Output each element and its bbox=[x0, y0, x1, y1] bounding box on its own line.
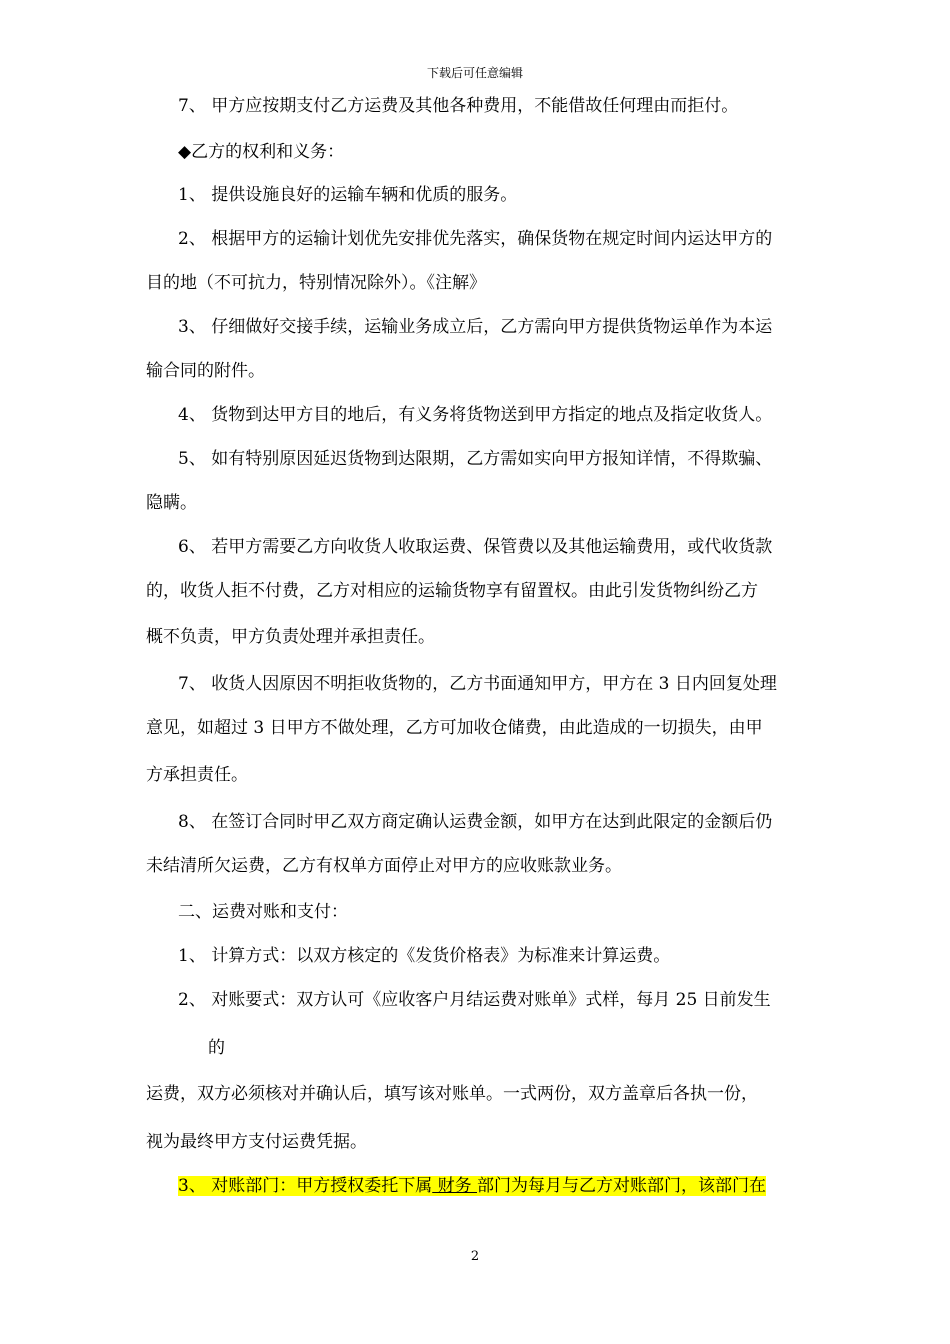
clause-line: 4、 货物到达甲方目的地后，有义务将货物送到甲方指定的地点及指定收货人。 bbox=[178, 405, 773, 425]
clause-line: 1、 提供设施良好的运输车辆和优质的服务。 bbox=[178, 185, 518, 205]
highlight-suffix: 部门为每月与乙方对账部门，该部门在 bbox=[477, 1176, 767, 1196]
page-header: 下载后可任意编辑 bbox=[426, 66, 523, 80]
clause-line: 意见，如超过 3 日甲方不做处理，乙方可加收仓储费，由此造成的一切损失，由甲 bbox=[146, 718, 763, 738]
clause-line: 3、 仔细做好交接手续，运输业务成立后，乙方需向甲方提供货物运单作为本运 bbox=[178, 317, 773, 337]
clause-line: 7、 收货人因原因不明拒收货物的，乙方书面通知甲方，甲方在 3 日内回复处理 bbox=[178, 674, 777, 694]
clause-line: 2、 根据甲方的运输计划优先安排优先落实，确保货物在规定时间内运达甲方的 bbox=[178, 229, 773, 249]
clause-line: 视为最终甲方支付运费凭据。 bbox=[146, 1132, 367, 1152]
section-heading: 二、运费对账和支付： bbox=[178, 902, 348, 922]
clause-line: 输合同的附件。 bbox=[146, 361, 265, 381]
clause-line: 概不负责，甲方负责处理并承担责任。 bbox=[146, 627, 435, 647]
clause-line: 5、 如有特别原因延迟货物到达限期，乙方需如实向甲方报知详情，不得欺骗、 bbox=[178, 449, 773, 469]
clause-line: 方承担责任。 bbox=[146, 765, 248, 785]
highlighted-clause-line bbox=[178, 1175, 766, 1197]
clause-line: 运费，双方必须核对并确认后，填写该对账单。一式两份，双方盖章后各执一份， bbox=[146, 1084, 758, 1104]
clause-line: 的，收货人拒不付费，乙方对相应的运输货物享有留置权。由此引发货物纠纷乙方 bbox=[146, 581, 758, 601]
clause-line: 7、 甲方应按期支付乙方运费及其他各种费用，不能借故任何理由而拒付。 bbox=[178, 96, 739, 116]
clause-line: 2、 对账要式：双方认可《应收客户月结运费对账单》式样，每月 25 日前发生 bbox=[178, 990, 771, 1010]
clause-line: 的 bbox=[208, 1038, 225, 1058]
highlight-prefix: 3、 对账部门：甲方授权委托下属 bbox=[178, 1176, 433, 1196]
clause-line: 1、 计算方式：以双方核定的《发货价格表》为标准来计算运费。 bbox=[178, 946, 671, 966]
clause-line: 目的地（不可抗力，特别情况除外）。《注解》 bbox=[146, 273, 486, 293]
clause-line: 8、 在签订合同时甲乙双方商定确认运费金额，如甲方在达到此限定的金额后仍 bbox=[178, 812, 773, 832]
page-number: 2 bbox=[470, 1249, 480, 1264]
clause-line: 隐瞒。 bbox=[146, 493, 197, 513]
underlined-department: 财务 bbox=[432, 1176, 478, 1196]
clause-line: 未结清所欠运费，乙方有权单方面停止对甲方的应收账款业务。 bbox=[146, 856, 622, 876]
section-heading: ◆乙方的权利和义务： bbox=[178, 142, 345, 162]
clause-line: 6、 若甲方需要乙方向收货人收取运费、保管费以及其他运输费用，或代收货款 bbox=[178, 537, 773, 557]
